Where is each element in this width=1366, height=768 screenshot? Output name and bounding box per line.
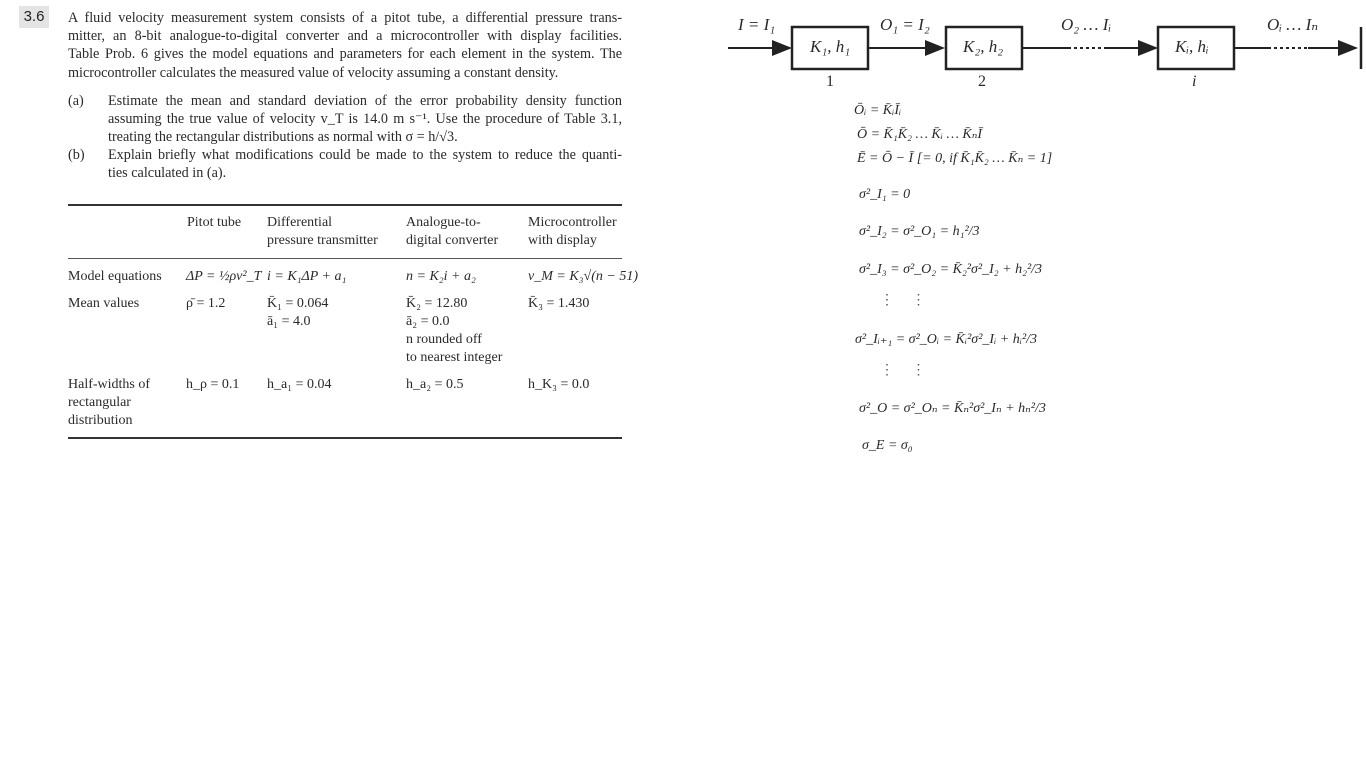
intro-line: Table Prob. 6 gives the model equations and parameters for each element in the system. The — [68, 46, 622, 63]
header-mc-1: Microcontroller — [528, 215, 617, 230]
block-i-index: i — [1192, 73, 1197, 90]
half-adc: h_a₂ = 0.5 — [406, 377, 464, 392]
row-label-mean: Mean values — [68, 296, 140, 311]
input-label: I = I₁ — [738, 15, 776, 34]
header-mc-2: with display — [528, 233, 597, 248]
part-a-line: treating the rectangular distributions as normal with σ = h/√3. — [108, 129, 458, 146]
intro-line: A fluid velocity measurement system consists of a pitot tube, a differential pressure trans- — [68, 10, 622, 26]
mean-adc-4: to nearest integer — [406, 350, 503, 365]
mean-dpt-2: ā₁ = 4.0 — [267, 314, 311, 329]
block-1-label: K₁, h₁ — [810, 37, 851, 56]
part-b-line: ties calculated in (a). — [108, 165, 227, 182]
problem-intro — [68, 9, 622, 82]
part-b-line: Explain briefly what modifications could be made to the system to reduce the quanti- — [108, 147, 622, 163]
block-2-index: 2 — [978, 73, 986, 90]
equation-4: σ²_I₁ = 0 — [859, 187, 911, 202]
equation-5: σ²_I₂ = σ²_O₁ = h₁²/3 — [859, 224, 980, 239]
table-header-rule — [68, 258, 622, 259]
row-label-model: Model equations — [68, 269, 162, 284]
signal-label-2: O₂ … Iᵢ — [1061, 15, 1112, 34]
model-mc: v_M = K₃√(n − 51) — [528, 269, 638, 284]
header-dpt-1: Differential — [267, 215, 333, 230]
block-2-label: K₂, h₂ — [963, 37, 1004, 56]
signal-label-3: Oᵢ … Iₙ — [1267, 15, 1319, 34]
equation-6: σ²_I₃ = σ²_O₂ = K̄₂²σ²_I₂ + h₂²/3 — [859, 262, 1043, 277]
signal-label-1: O₁ = I₂ — [880, 15, 930, 34]
mean-adc-2: ā₂ = 0.0 — [406, 314, 450, 329]
part-a-line: assuming the true value of velocity v_T is 14.0 m s⁻¹. Use the procedure of Table 3.1, — [108, 111, 622, 128]
equation-9: σ_E = σ₀ — [862, 438, 913, 453]
header-dpt-2: pressure transmitter — [267, 233, 378, 248]
ellipsis-1: ⋮ ⋮ — [880, 293, 926, 308]
mean-pitot: ρ̄ = 1.2 — [186, 296, 226, 311]
half-pitot: h_ρ = 0.1 — [186, 377, 240, 392]
table-bottom-rule — [68, 437, 622, 439]
row-label-half-2: rectangular — [68, 395, 131, 410]
row-label-half-3: distribution — [68, 413, 133, 428]
part-b-label: (b) — [68, 147, 85, 163]
mean-mc: K̄₃ = 1.430 — [528, 296, 590, 311]
part-a-label: (a) — [68, 93, 84, 109]
half-dpt: h_a₁ = 0.04 — [267, 377, 332, 392]
header-adc-2: digital converter — [406, 233, 499, 248]
part-b-text — [108, 146, 622, 182]
mean-adc-3: n rounded off — [406, 332, 482, 347]
problem-number: 3.6 — [19, 6, 49, 28]
part-a-line: Estimate the mean and standard deviation of the error probability density function — [108, 93, 622, 109]
header-adc-1: Analogue-to- — [406, 215, 481, 230]
equation-2: Ō = K̄₁K̄₂ … K̄ᵢ … K̄ₙĪ — [857, 127, 983, 142]
half-mc: h_K₃ = 0.0 — [528, 377, 590, 392]
equation-3: Ē = Ō − Ī [= 0, if K̄₁K̄₂ … K̄ₙ = 1] — [857, 151, 1053, 166]
part-a-text — [108, 92, 622, 147]
row-label-half-1: Half-widths of — [68, 377, 151, 392]
intro-line: mitter, an 8-bit analogue-to-digital converter and a microcontroller with display facilities. — [68, 28, 622, 45]
equation-7: σ²_Iᵢ₊₁ = σ²_Oᵢ = K̄ᵢ²σ²_Iᵢ + hᵢ²/3 — [855, 332, 1038, 347]
equation-1: Ōᵢ = K̄ᵢĪᵢ — [854, 103, 902, 118]
header-pitot: Pitot tube — [187, 215, 242, 230]
block-1-index: 1 — [826, 73, 834, 90]
mean-adc-1: K̄₂ = 12.80 — [406, 296, 468, 311]
block-i-label: Kᵢ, hᵢ — [1175, 37, 1209, 56]
mean-dpt-1: K̄₁ = 0.064 — [267, 296, 329, 311]
intro-line: microcontroller calculates the measured value of velocity assuming a constant density. — [68, 64, 559, 81]
table-top-rule — [68, 204, 622, 206]
model-dpt: i = K₁ΔP + a₁ — [267, 269, 347, 284]
ellipsis-2: ⋮ ⋮ — [880, 363, 926, 378]
model-pitot: ΔP = ½ρv²_T — [186, 269, 262, 284]
model-adc: n = K₂i + a₂ — [406, 269, 476, 284]
equation-8: σ²_O = σ²_Oₙ = K̄ₙ²σ²_Iₙ + hₙ²/3 — [859, 401, 1046, 416]
